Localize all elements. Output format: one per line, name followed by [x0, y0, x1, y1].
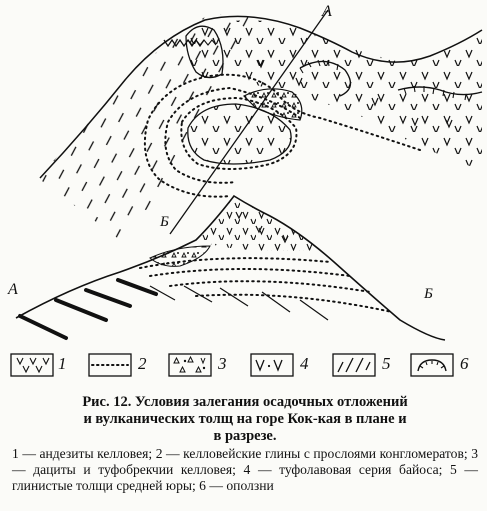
- tuff-lava-pattern-icon: [250, 353, 294, 377]
- legend-number: 2: [138, 354, 147, 373]
- legend-number: 5: [382, 354, 391, 373]
- section-label-a-top: A: [322, 3, 332, 20]
- caption-line: и вулканических толщ на горе Кок-кая в плане и: [83, 411, 407, 427]
- cross-section: [7, 196, 445, 340]
- legend-number: 1: [58, 354, 67, 373]
- andesite-pattern-icon: [10, 353, 54, 377]
- legend-explanation: 1 — андезиты келловея; 2 — келловейские глины с прослоями конгломератов; 3 — дациты и туфобрекчии келловея; 4 — туфолавовая серия байоса; 5 — глинистые толщи средней юры; 6 — оползни: [12, 446, 478, 493]
- dacite-section: [150, 246, 210, 266]
- section-label-b-top: Б: [160, 214, 169, 230]
- clay-hatch-pattern-icon: [332, 353, 376, 377]
- dotted-line-icon: [88, 353, 132, 377]
- legend: [6, 351, 484, 385]
- dacite-breccia-pattern-icon: [168, 353, 212, 377]
- legend-number: 3: [218, 354, 227, 373]
- legend-number: 4: [300, 354, 309, 373]
- tuff-lava-cap: [196, 196, 320, 251]
- figure-caption: [10, 394, 480, 445]
- plan-view-map: [38, 3, 482, 240]
- section-label-b-bottom: Б: [424, 286, 433, 302]
- caption-line: в разрезе.: [213, 428, 277, 444]
- legend-number: 6: [460, 354, 469, 373]
- landslide-scarp-icon: [410, 353, 454, 377]
- caption-line: Рис. 12. Условия залегания осадочных отложений: [82, 394, 408, 410]
- section-label-a-bottom: А: [8, 281, 18, 298]
